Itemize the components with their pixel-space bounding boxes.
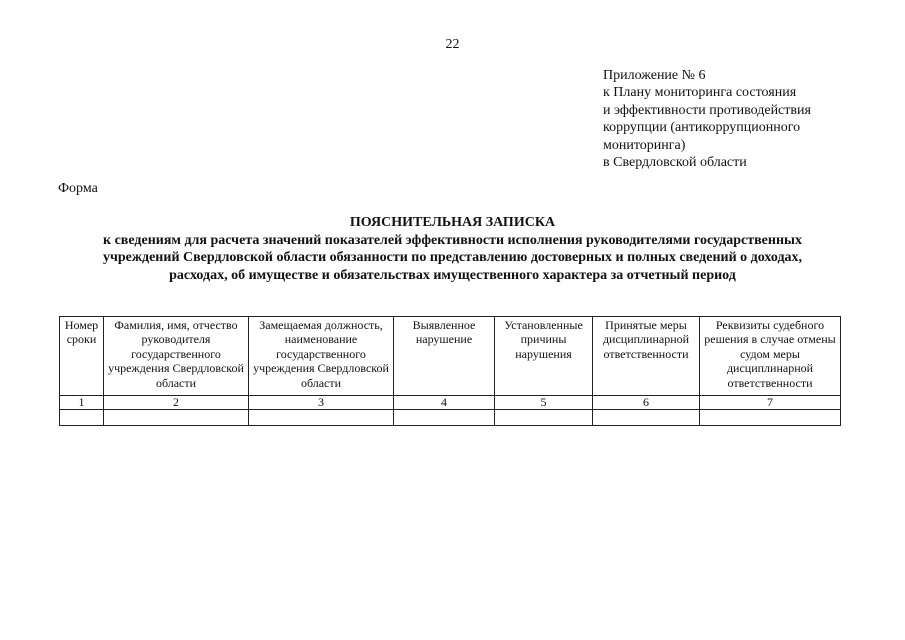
table-row	[60, 410, 841, 426]
form-label: Форма	[58, 181, 98, 196]
appendix-line: к Плану мониторинга состояния	[603, 85, 797, 101]
header-measures: Принятые меры дисциплинарной ответственности	[593, 317, 700, 396]
table-cell	[104, 410, 249, 426]
title-subline: учреждений Свердловской области обязанности по представлению достоверных и полных сведений о доходах,	[102, 250, 803, 266]
header-position: Замещаемая должность, наименование государственного учреждения Свердловской области	[249, 317, 394, 396]
table-cell	[700, 410, 841, 426]
header-court-decision: Реквизиты судебного решения в случае отмены судом меры дисциплинарной ответственности	[700, 317, 841, 396]
column-number: 2	[104, 396, 249, 410]
table-cell	[593, 410, 700, 426]
column-number: 1	[60, 396, 104, 410]
header-row-number: Номер сроки	[60, 317, 104, 396]
column-number: 3	[249, 396, 394, 410]
page-number: 22	[445, 37, 460, 52]
appendix-line: мониторинга)	[603, 137, 686, 153]
appendix-note	[603, 67, 853, 171]
column-number-row	[60, 396, 841, 410]
table-cell	[394, 410, 495, 426]
appendix-line: в Свердловской области	[603, 155, 747, 171]
header-violation: Выявленное нарушение	[394, 317, 495, 396]
column-number: 6	[593, 396, 700, 410]
header-full-name: Фамилия, имя, отчество руководителя государственного учреждения Свердловской области	[104, 317, 249, 396]
title-subline: к сведениям для расчета значений показателей эффективности исполнения руководителями государственных	[103, 232, 802, 248]
title-heading: ПОЯСНИТЕЛЬНАЯ ЗАПИСКА	[349, 215, 556, 230]
document-title	[40, 214, 865, 284]
column-number: 7	[700, 396, 841, 410]
appendix-line: и эффективности противодействия	[603, 102, 811, 118]
table-header-row	[60, 317, 841, 396]
table-cell	[495, 410, 593, 426]
table-cell	[60, 410, 104, 426]
column-number: 5	[495, 396, 593, 410]
table-cell	[249, 410, 394, 426]
header-causes: Установленные причины нарушения	[495, 317, 593, 396]
appendix-line: Приложение № 6	[603, 68, 706, 83]
appendix-line: коррупции (антикоррупционного	[603, 120, 801, 136]
column-number: 4	[394, 396, 495, 410]
title-subline: расходах, об имуществе и обязательствах имущественного характера за отчетный период	[169, 267, 736, 283]
report-table	[59, 316, 841, 426]
